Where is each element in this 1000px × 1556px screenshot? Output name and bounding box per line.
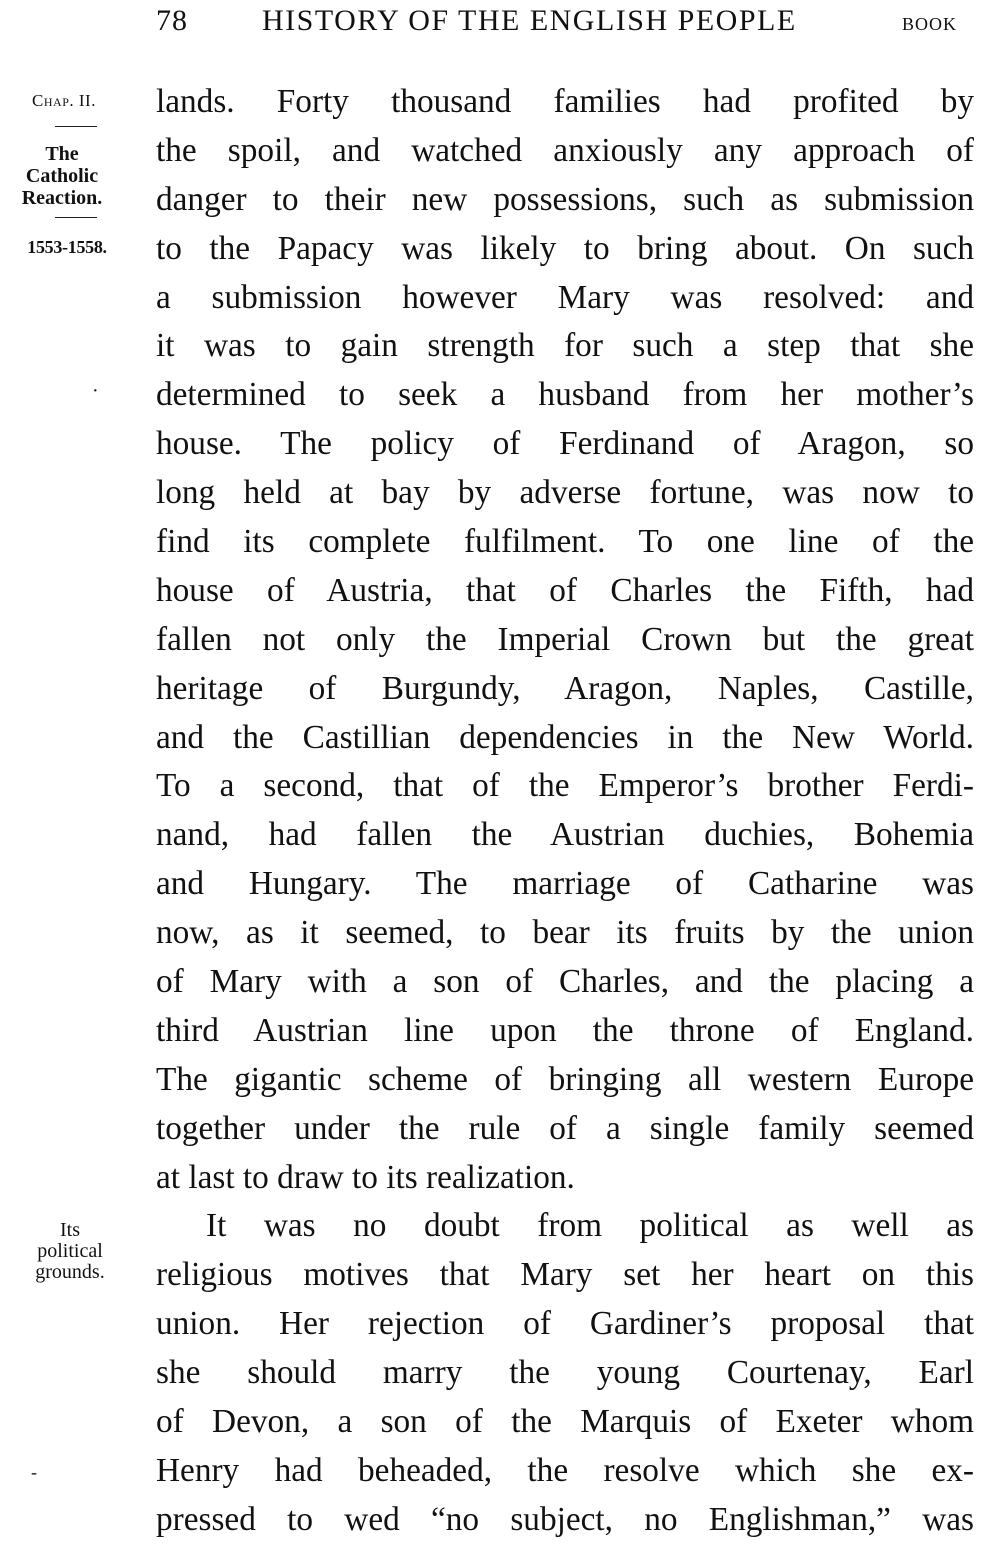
text-line: It was no doubt from political as well as: [206, 1207, 974, 1245]
margin-rule-bottom: [55, 217, 97, 218]
topic-line: Reaction.: [21, 187, 103, 209]
chapter-marker: [8, 92, 120, 109]
margin-rule-top: [55, 126, 97, 127]
text-line: religious motives that Mary set her heart on this: [156, 1256, 974, 1294]
text-line: the spoil, and watched anxiously any approach of: [156, 131, 974, 169]
text-line: Henry had beheaded, the resolve which she ex-: [156, 1451, 974, 1489]
text-line: of Devon, a son of the Marquis of Exeter whom: [156, 1403, 974, 1441]
running-title: HISTORY OF THE ENGLISH PEOPLE: [262, 4, 797, 37]
text-line: union. Her rejection of Gardiner’s proposal that: [156, 1305, 974, 1343]
date-range: 1553-1558.: [27, 237, 107, 257]
chapter-label: Chap. II.: [32, 91, 96, 110]
text-line: third Austrian line upon the throne of England.: [156, 1011, 974, 1049]
topic-sidenote: [12, 143, 112, 209]
topic-line: The: [45, 143, 79, 165]
text-line: find its complete fulfilment. To one line of the: [156, 523, 974, 561]
topic-line: Catholic: [25, 165, 99, 187]
text-line: at last to draw to its realization.: [156, 1158, 575, 1196]
text-line: nand, had fallen the Austrian duchies, Bohemia: [156, 816, 974, 854]
page-number: 78: [156, 4, 188, 37]
text-line: determined to seek a husband from her mother’s: [156, 376, 974, 414]
text-line: a submission however Mary was resolved: and: [156, 278, 974, 316]
body-text: [156, 78, 974, 1545]
text-line: fallen not only the Imperial Crown but the great: [156, 620, 974, 658]
text-line: it was to gain strength for such a step that she: [156, 327, 974, 365]
stray-dash-mark: -: [31, 1462, 37, 1482]
sidenote-line: grounds.: [35, 1261, 105, 1283]
sidenote-line: political: [37, 1240, 103, 1262]
stray-dot-mark: ·: [92, 380, 99, 402]
text-line: house of Austria, that of Charles the Fifth, had: [156, 571, 974, 609]
text-line: house. The policy of Ferdinand of Aragon, so: [156, 425, 974, 463]
text-line: To a second, that of the Emperor’s brother Ferdi-: [156, 767, 974, 805]
text-line: heritage of Burgundy, Aragon, Naples, Castille,: [156, 669, 974, 707]
text-line: to the Papacy was likely to bring about. On such: [156, 229, 974, 267]
text-line: long held at bay by adverse fortune, was now to: [156, 474, 974, 512]
running-header: [0, 4, 1000, 44]
text-line: together under the rule of a single family seemed: [156, 1109, 974, 1147]
sidenote-line: Its: [60, 1219, 80, 1241]
text-line: pressed to wed “no subject, no Englishman,” was: [156, 1500, 974, 1538]
text-line: danger to their new possessions, such as submission: [156, 180, 974, 218]
text-line: The gigantic scheme of bringing all western Europe: [156, 1060, 974, 1098]
text-line: she should marry the young Courtenay, Earl: [156, 1354, 974, 1392]
text-line: and the Castillian dependencies in the New World.: [156, 718, 974, 756]
text-line: and Hungary. The marriage of Catharine was: [156, 865, 974, 903]
running-book-label: BOOK: [902, 14, 958, 34]
text-line: lands. Forty thousand families had profited by: [156, 83, 974, 120]
text-line: of Mary with a son of Charles, and the placing a: [156, 963, 974, 1001]
political-grounds-sidenote: [14, 1220, 126, 1283]
text-line: now, as it seemed, to bear its fruits by the union: [156, 914, 974, 952]
